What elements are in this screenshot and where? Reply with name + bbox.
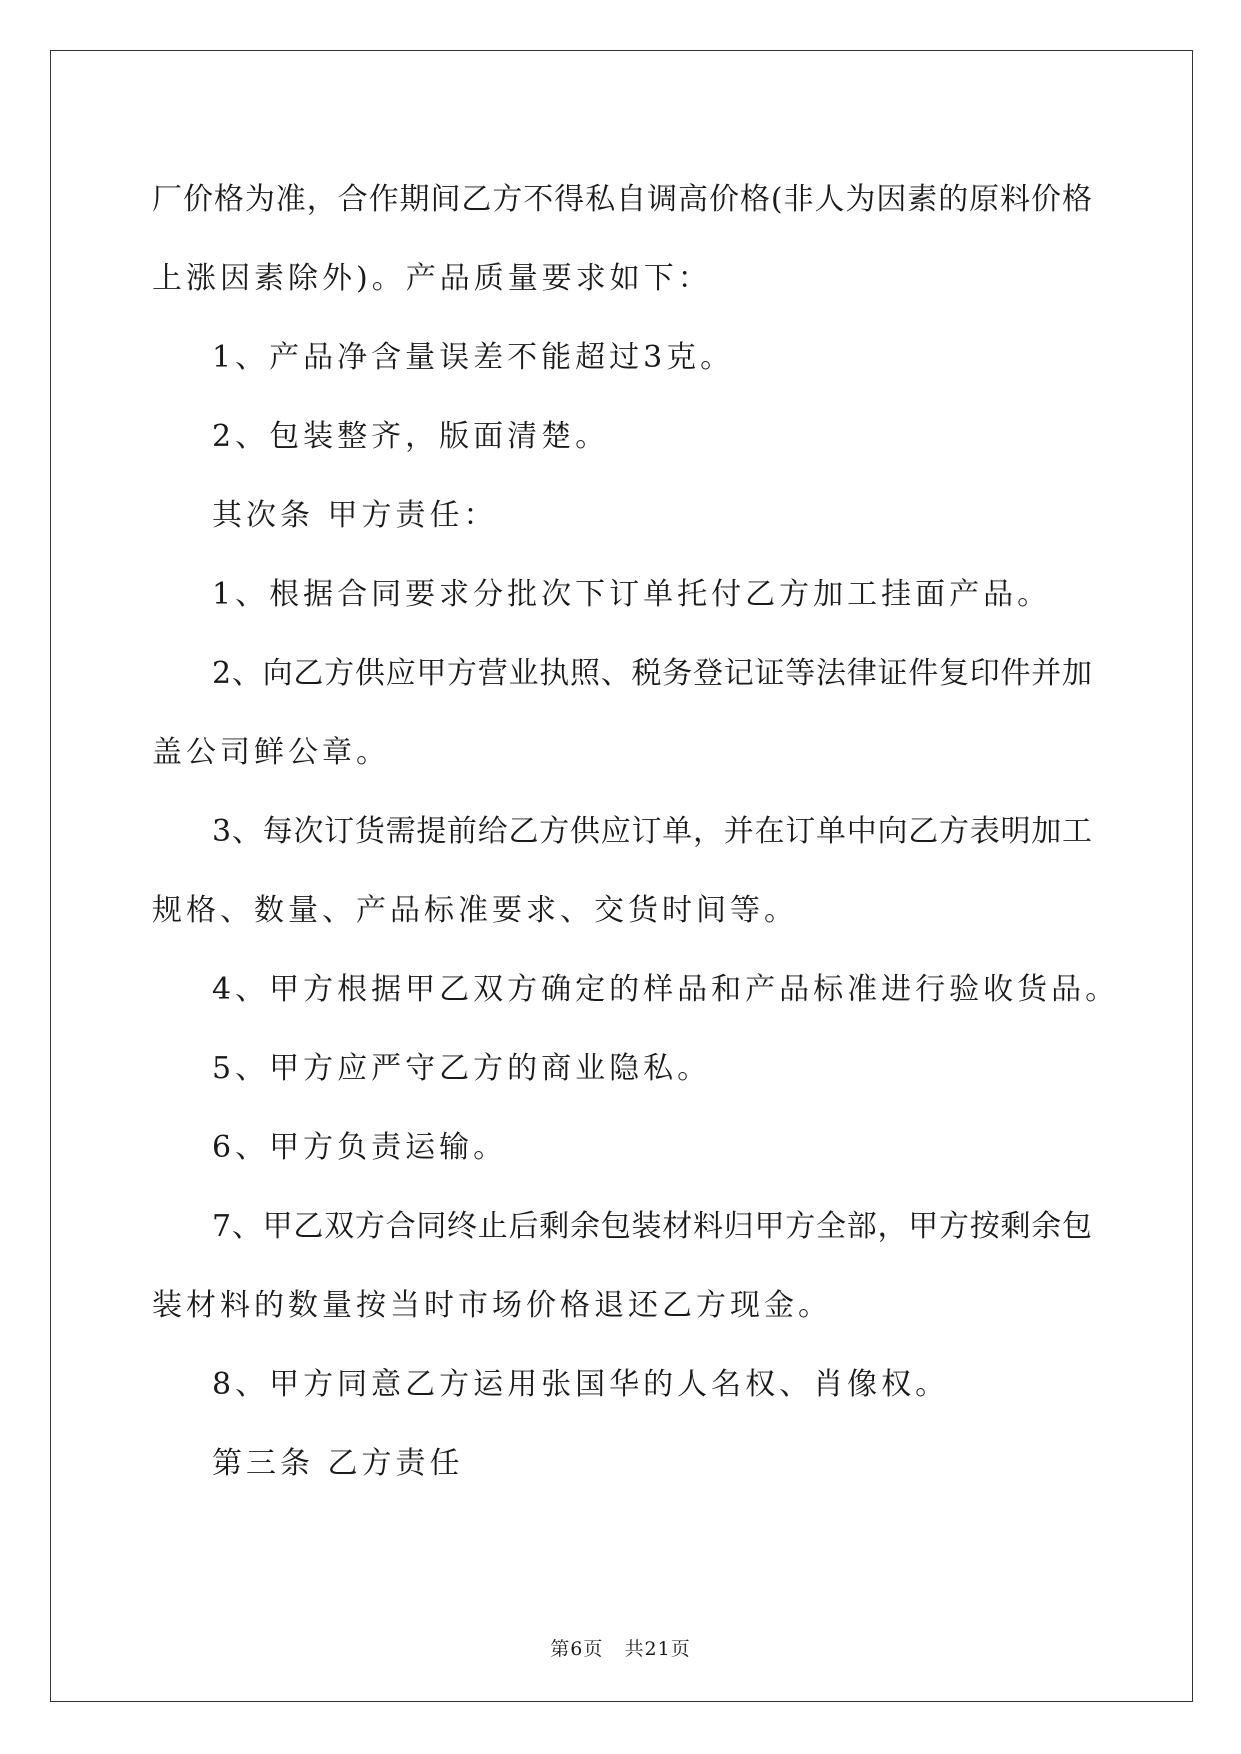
text-line: 上涨因素除外)。产品质量要求如下： xyxy=(152,261,712,296)
text-line: 5、甲方应严守乙方的商业隐私。 xyxy=(212,1051,712,1086)
page-footer xyxy=(0,1634,1241,1661)
text-line: 装材料的数量按当时市场价格退还乙方现金。 xyxy=(152,1288,832,1323)
document-body xyxy=(152,160,1120,1503)
text-line: 3、每次订货需提前给乙方供应订单，并在订单中向乙方表明加工 xyxy=(212,814,1092,849)
text-line: 第三条 乙方责任 xyxy=(212,1446,464,1481)
text-line: 其次条 甲方责任： xyxy=(212,498,498,533)
total-pages: 共21页 xyxy=(624,1638,691,1660)
text-line: 7、甲乙双方合同终止后剩余包装材料归甲方全部，甲方按剩余包 xyxy=(212,1209,1092,1244)
footer-separator xyxy=(603,1638,624,1660)
text-line: 6、甲方负责运输。 xyxy=(212,1130,508,1165)
page-number: 第6页 xyxy=(550,1638,604,1660)
text-line: 盖公司鲜公章。 xyxy=(152,735,390,770)
text-line: 规格、数量、产品标准要求、交货时间等。 xyxy=(152,893,798,928)
text-line: 4、甲方根据甲乙双方确定的样品和产品标准进行验收货品。 xyxy=(212,972,1120,1007)
text-line: 1、根据合同要求分批次下订单托付乙方加工挂面产品。 xyxy=(212,577,1052,612)
text-line: 1、产品净含量误差不能超过3克。 xyxy=(212,340,735,375)
text-line: 厂价格为准，合作期间乙方不得私自调高价格(非人为因素的原料价格 xyxy=(152,182,1092,217)
text-line: 8、甲方同意乙方运用张国华的人名权、肖像权。 xyxy=(212,1367,950,1402)
text-line: 2、向乙方供应甲方营业执照、税务登记证等法律证件复印件并加 xyxy=(212,656,1092,691)
text-line: 2、包装整齐，版面清楚。 xyxy=(212,419,610,454)
